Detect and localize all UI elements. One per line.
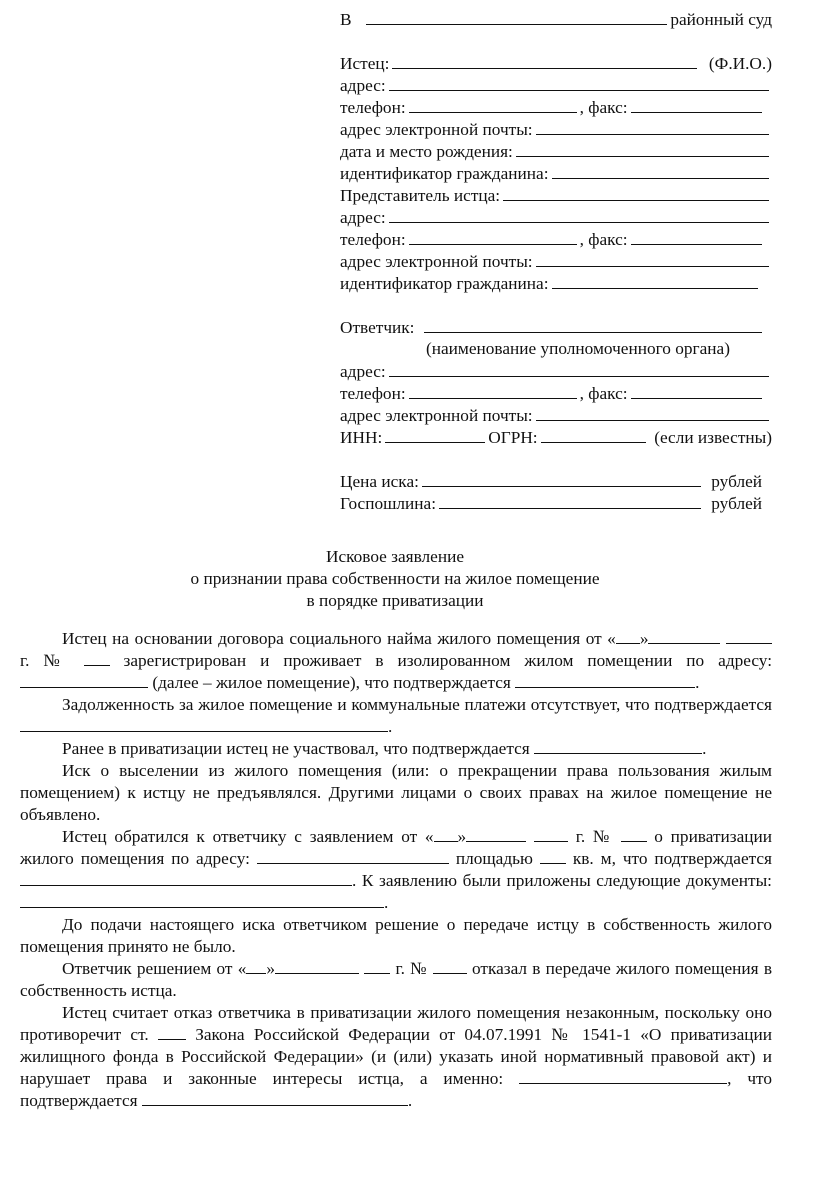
refusal-month-field[interactable] bbox=[275, 958, 359, 974]
paragraph-text: Истец считает отказ ответчика в приватизации жилого помещения незаконным, поскольку оно противоречит ст. bbox=[20, 1003, 772, 1044]
respondent-line bbox=[340, 316, 772, 338]
respondent-email-line bbox=[340, 404, 772, 426]
respondent-field[interactable] bbox=[424, 316, 762, 333]
plaintiff-address-field[interactable] bbox=[389, 74, 769, 91]
plaintiff-citizen-id-field[interactable] bbox=[552, 162, 769, 179]
respondent-label: Ответчик: bbox=[340, 318, 415, 337]
paragraph-text: » bbox=[266, 959, 275, 978]
representative-fax-field[interactable] bbox=[631, 228, 762, 245]
claim-price-line bbox=[340, 470, 762, 492]
respondent-address-field[interactable] bbox=[389, 360, 769, 377]
document-subtitle-2: в порядке приватизации bbox=[306, 591, 484, 610]
no-privatization-proof-field[interactable] bbox=[534, 738, 702, 754]
violation-proof-field[interactable] bbox=[142, 1090, 408, 1106]
representative-phone-field[interactable] bbox=[409, 228, 577, 245]
plaintiff-email-field[interactable] bbox=[536, 118, 769, 135]
representative-email-field[interactable] bbox=[536, 250, 769, 267]
residence-proof-field[interactable] bbox=[515, 672, 695, 688]
phone-label: телефон: bbox=[340, 384, 406, 403]
document-subtitle: о признании права собственности на жилое помещение bbox=[190, 569, 600, 588]
ogrn-label: ОГРН: bbox=[488, 428, 538, 447]
paragraph-text: зарегистрирован и проживает в изолированном жилом помещении по адресу: bbox=[123, 651, 773, 670]
fax-label: , факс: bbox=[579, 384, 628, 403]
contract-day-field[interactable] bbox=[616, 628, 640, 644]
claim-price-field[interactable] bbox=[422, 470, 701, 487]
ogrn-field[interactable] bbox=[541, 426, 647, 443]
residence-address-field[interactable] bbox=[20, 672, 148, 688]
email-label: адрес электронной почты: bbox=[340, 252, 533, 271]
representative-phone-line bbox=[340, 228, 772, 250]
representative-email-line bbox=[340, 250, 772, 272]
representative-citizen-id-line bbox=[340, 272, 772, 294]
respondent-email-field[interactable] bbox=[536, 404, 769, 421]
application-month-field[interactable] bbox=[466, 826, 526, 842]
respondent-hint-line bbox=[340, 338, 772, 360]
paragraph-contract: Истец на основании договора социального найма жилого помещения от « » г. № зарегистрирован и проживает в изолированном жилом помещении по адресу: (далее – жилое помещение), что подтверждается . bbox=[20, 629, 773, 692]
fax-label: , факс: bbox=[579, 230, 628, 249]
inn-label: ИНН: bbox=[340, 428, 383, 447]
if-known-label: (если известны) bbox=[654, 428, 772, 447]
refusal-year-field[interactable] bbox=[364, 958, 390, 974]
claim-price-label: Цена иска: bbox=[340, 472, 419, 491]
representative-field[interactable] bbox=[503, 184, 769, 201]
plaintiff-address-line bbox=[340, 74, 772, 96]
respondent-phone-field[interactable] bbox=[409, 382, 577, 399]
paragraph-text: г. № bbox=[575, 827, 613, 846]
paragraph-text: отказал в передаче жилого помещения в собственность истца. bbox=[20, 959, 772, 1000]
paragraph-text: площадью bbox=[455, 849, 533, 868]
plaintiff-phone-line bbox=[340, 96, 772, 118]
contract-number-field[interactable] bbox=[84, 650, 110, 666]
contract-month-field[interactable] bbox=[648, 628, 720, 644]
representative-address-line bbox=[340, 206, 772, 228]
phone-label: телефон: bbox=[340, 98, 406, 117]
email-label: адрес электронной почты: bbox=[340, 120, 533, 139]
application-address-field[interactable] bbox=[257, 848, 449, 864]
debt-proof-field[interactable] bbox=[20, 716, 388, 732]
plaintiff-citizen-id-line bbox=[340, 162, 772, 184]
address-label: адрес: bbox=[340, 208, 386, 227]
article-field[interactable] bbox=[158, 1024, 186, 1040]
contract-year-field[interactable] bbox=[726, 628, 772, 644]
paragraph-illegal-refusal: Истец считает отказ ответчика в приватизации жилого помещения незаконным, поскольку оно противоречит ст. Закона Российской Федерации от 04.07.1991 № 1541-1 «О приватизации жилищного фонда в Российской Федерации» (и (или) указать иной нормативный правовой акт) и нарушает права и законные интересы истца, а именно: , что подтверждается . bbox=[20, 1003, 772, 1110]
fio-label: (Ф.И.О.) bbox=[708, 54, 772, 73]
birth-label: дата и место рождения: bbox=[340, 142, 513, 161]
paragraph-text: о приватизации жилого помещения по адресу: bbox=[20, 827, 773, 868]
representative-address-field[interactable] bbox=[389, 206, 769, 223]
state-duty-field[interactable] bbox=[439, 492, 701, 509]
representative-label: Представитель истца: bbox=[340, 186, 501, 205]
application-day-field[interactable] bbox=[434, 826, 458, 842]
court-prefix: В bbox=[340, 10, 352, 29]
application-year-field[interactable] bbox=[534, 826, 568, 842]
plaintiff-birth-line bbox=[340, 140, 772, 162]
paragraph-debt: Задолженность за жилое помещение и коммунальные платежи отсутствует, что подтверждается . bbox=[20, 694, 772, 738]
address-label: адрес: bbox=[340, 362, 386, 381]
email-label: адрес электронной почты: bbox=[340, 406, 533, 425]
respondent-hint: (наименование уполномоченного органа) bbox=[426, 339, 730, 358]
respondent-address-line bbox=[340, 360, 772, 382]
paragraph-text: (далее – жилое помещение), что подтверждается bbox=[152, 673, 511, 692]
document-title: Исковое заявление bbox=[325, 547, 465, 566]
paragraph-no-decision: До подачи настоящего иска ответчиком решение о передаче истцу в собственность жилого помещения принято не было. bbox=[20, 915, 772, 956]
application-proof-field[interactable] bbox=[20, 870, 352, 886]
application-number-field[interactable] bbox=[621, 826, 647, 842]
citizen-id-label: идентификатор гражданина: bbox=[340, 164, 549, 183]
representative-citizen-id-field[interactable] bbox=[552, 272, 758, 289]
paragraph-application: Истец обратился к ответчику с заявлением от « » г. № о приватизации жилого помещения по адресу: площадью кв. м, что подтверждается . К заявлению были приложены следующие документы: . bbox=[20, 827, 773, 912]
state-duty-line bbox=[340, 492, 762, 514]
paragraph-text: » bbox=[457, 827, 467, 846]
refusal-day-field[interactable] bbox=[246, 958, 266, 974]
plaintiff-line bbox=[340, 52, 772, 74]
paragraph-text: Закона Российской Федерации от 04.07.1991 № 1541-1 «О приватизации жилищного фонда в Российской Федерации» (и (или) указать иной нормативный правовой акт) и нарушает права и законные интересы истца, а именно: bbox=[20, 1025, 772, 1088]
paragraph-text: г. № bbox=[20, 651, 70, 670]
paragraph-text: Ответчик решением от « bbox=[62, 959, 247, 978]
plaintiff-label: Истец: bbox=[340, 54, 390, 73]
paragraph-text: » bbox=[639, 629, 649, 648]
respondent-inn-ogrn-line bbox=[340, 426, 772, 448]
plaintiff-birth-field[interactable] bbox=[516, 140, 769, 157]
paragraph-text: Ранее в приватизации истец не участвовал, что подтверждается bbox=[62, 739, 530, 758]
representative-line bbox=[340, 184, 772, 206]
respondent-fax-field[interactable] bbox=[631, 382, 762, 399]
court-line bbox=[340, 8, 772, 30]
claim-body bbox=[20, 628, 772, 1112]
paragraph-text: Задолженность за жилое помещение и коммунальные платежи отсутствует, что подтверждается bbox=[62, 695, 772, 714]
phone-label: телефон: bbox=[340, 230, 406, 249]
paragraph-text: , что подтверждается bbox=[20, 1069, 772, 1110]
paragraph-no-privatization: Ранее в приватизации истец не участвовал, что подтверждается . bbox=[62, 739, 707, 758]
paragraph-text: Истец обратился к ответчику с заявлением от « bbox=[62, 827, 434, 846]
rubles-label: рублей bbox=[711, 472, 762, 491]
paragraph-text: г. № bbox=[395, 959, 428, 978]
attached-documents-field[interactable] bbox=[20, 892, 384, 908]
paragraph-refusal bbox=[20, 958, 772, 1002]
violated-rights-field[interactable] bbox=[519, 1068, 727, 1084]
inn-field[interactable] bbox=[385, 426, 485, 443]
court-name-field[interactable] bbox=[366, 8, 668, 25]
rubles-label: рублей bbox=[711, 494, 762, 513]
duty-label: Госпошлина: bbox=[340, 494, 436, 513]
court-suffix: районный суд bbox=[670, 10, 772, 29]
citizen-id-label: идентификатор гражданина: bbox=[340, 274, 549, 293]
plaintiff-phone-field[interactable] bbox=[409, 96, 577, 113]
respondent-phone-line bbox=[340, 382, 772, 404]
paragraph-no-claims: Иск о выселении из жилого помещения (или: о прекращении права пользования жилым помещением) к истцу не предъявлялся. Другими лицами о своих правах на жилое помещение не объявлено. bbox=[20, 761, 772, 824]
fax-label: , факс: bbox=[579, 98, 628, 117]
paragraph-text: кв. м, что подтверждается bbox=[572, 849, 772, 868]
area-field[interactable] bbox=[540, 848, 566, 864]
plaintiff-email-line bbox=[340, 118, 772, 140]
plaintiff-fax-field[interactable] bbox=[631, 96, 762, 113]
refusal-number-field[interactable] bbox=[433, 958, 467, 974]
paragraph-text: . К заявлению были приложены следующие документы: bbox=[352, 871, 772, 890]
address-label: адрес: bbox=[340, 76, 386, 95]
plaintiff-fio-field[interactable] bbox=[392, 52, 696, 69]
paragraph-text: Истец на основании договора социального найма жилого помещения от « bbox=[62, 629, 616, 648]
